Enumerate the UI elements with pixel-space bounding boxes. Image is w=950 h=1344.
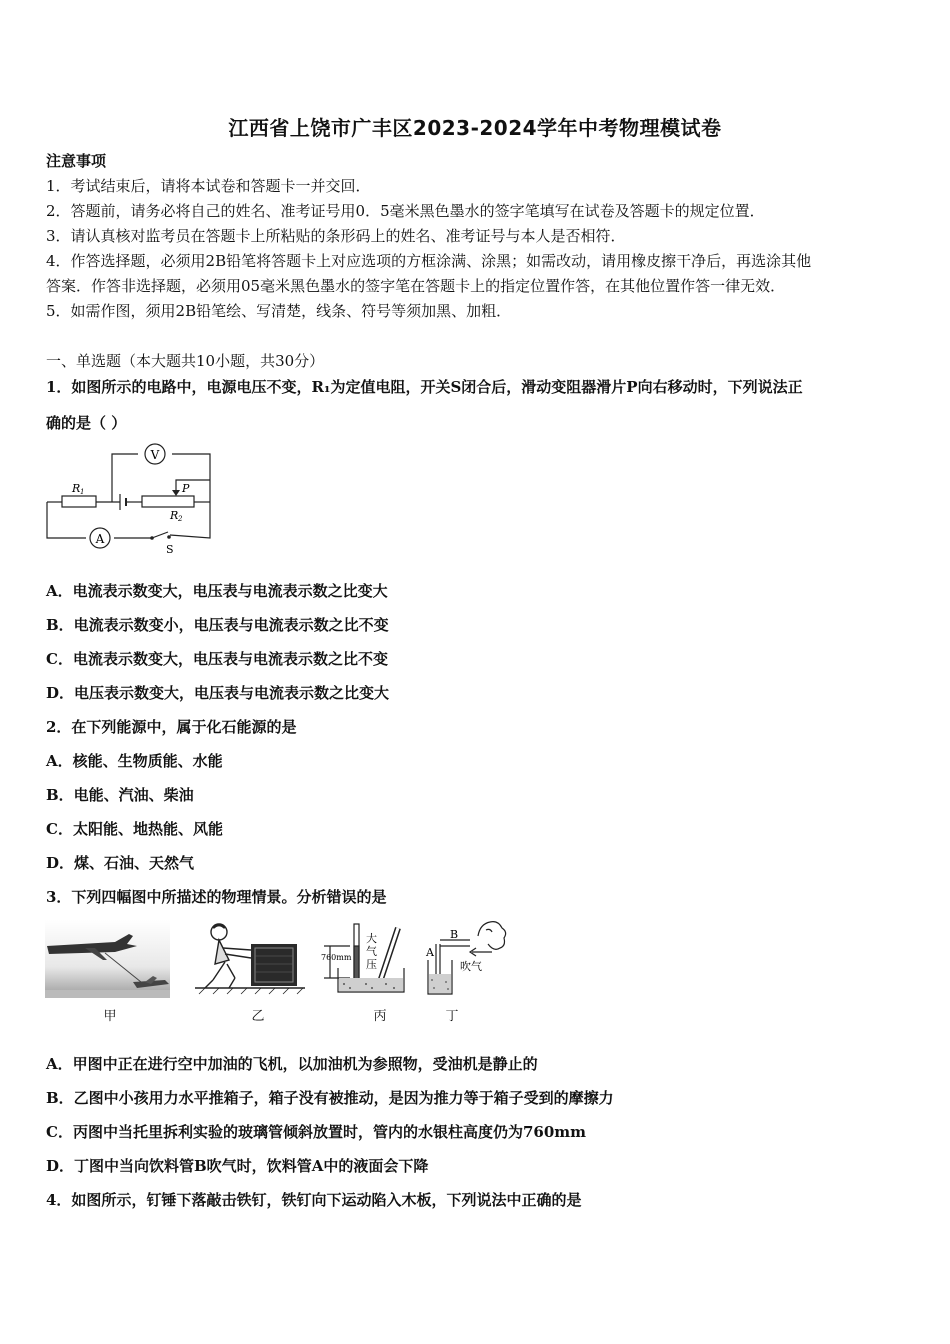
question-3-stem: 3．下列四幅图中所描述的物理情景。分析错误的是 xyxy=(46,888,387,906)
circuit-diagram xyxy=(42,440,222,560)
notice-item: 2．答题前，请务必将自己的姓名、准考证号用0．5毫米黑色墨水的签字笔填写在试卷及答题卡的规定位置． xyxy=(46,202,765,220)
figure-label-bing: 丙 xyxy=(373,1009,387,1024)
question-1-option-d: D．电压表示数变大，电压表与电流表示数之比变大 xyxy=(46,684,390,702)
question-3-option-a: A．甲图中正在进行空中加油的飞机，以加油机为参照物，受油机是静止的 xyxy=(46,1055,538,1073)
mercury-height-label: 760mm xyxy=(321,953,352,962)
figure-yi-pushing-box xyxy=(195,920,305,998)
switch-label: S xyxy=(166,543,174,556)
notice-item: 答案．作答非选择题，必须用05毫米黑色墨水的签字笔在答题卡上的指定位置作答，在其他位置作答一律无效． xyxy=(46,277,786,295)
atm-label-3: 压 xyxy=(366,958,377,971)
question-3-option-c: C．丙图中当托里拆利实验的玻璃管倾斜放置时，管内的水银柱高度仍为760mm xyxy=(46,1123,586,1141)
figure-bing-torricelli xyxy=(320,920,410,998)
question-2-stem: 2．在下列能源中，属于化石能源的是 xyxy=(46,718,297,736)
straw-b-label: B xyxy=(450,928,459,941)
ammeter-label: A xyxy=(95,532,105,546)
r1-subscript: 1 xyxy=(80,488,85,496)
figure-label-jia: 甲 xyxy=(103,1009,117,1024)
question-1-option-b: B．电流表示数变小，电压表与电流表示数之比不变 xyxy=(46,616,389,634)
voltmeter-label: V xyxy=(150,448,160,462)
notice-item: 3．请认真核对监考员在答题卡上所粘贴的条形码上的姓名、准考证号与本人是否相符． xyxy=(46,227,626,245)
r2-subscript: 2 xyxy=(178,515,183,523)
r2-label: R xyxy=(170,509,179,522)
figure-jia-refueling xyxy=(45,920,170,998)
question-1-option-a: A．电流表示数变大，电压表与电流表示数之比变大 xyxy=(46,582,388,600)
question-1-option-c: C．电流表示数变大，电压表与电流表示数之比不变 xyxy=(46,650,388,668)
question-2-option-d: D．煤、石油、天然气 xyxy=(46,854,195,872)
page-title: 江西省上饶市广丰区2023-2024学年中考物理模试卷 xyxy=(228,116,722,140)
notice-item: 1．考试结束后，请将本试卷和答题卡一并交回． xyxy=(46,177,371,195)
question-4-stem: 4．如图所示，钉锤下落敲击铁钉，铁钉向下运动陷入木板，下列说法中正确的是 xyxy=(46,1191,582,1209)
notice-item: 4．作答选择题，必须用2B铅笔将答题卡上对应选项的方框涂满、涂黑；如需改动，请用橡皮擦干净后，再选涂其他 xyxy=(46,252,812,270)
question-1-stem: 1．如图所示的电路中，电源电压不变，R₁为定值电阻，开关S闭合后，滑动变阻器滑片P向右移动时，下列说法正 xyxy=(46,378,803,396)
slider-label: P xyxy=(182,482,190,495)
blow-label: 吹气 xyxy=(460,960,482,973)
r1-label: R xyxy=(72,482,81,495)
atm-label-1: 大 xyxy=(366,932,377,945)
notice-heading: 注意事项 xyxy=(46,152,107,170)
atm-label-2: 气 xyxy=(366,945,377,958)
figure-ding-straw xyxy=(420,916,510,998)
figure-label-ding: 丁 xyxy=(445,1009,459,1024)
section-heading: 一、单选题（本大题共10小题，共30分） xyxy=(46,352,325,370)
straw-a-label: A xyxy=(426,946,434,959)
question-1-stem-cont: 确的是（ ） xyxy=(46,414,127,432)
figure-label-yi: 乙 xyxy=(251,1009,265,1024)
question-2-option-c: C．太阳能、地热能、风能 xyxy=(46,820,223,838)
notice-item: 5．如需作图，须用2B铅笔绘、写清楚，线条、符号等须加黑、加粗． xyxy=(46,302,512,320)
question-2-option-b: B．电能、汽油、柴油 xyxy=(46,786,194,804)
question-3-option-d: D．丁图中当向饮料管B吹气时，饮料管A中的液面会下降 xyxy=(46,1157,429,1175)
question-3-option-b: B．乙图中小孩用力水平推箱子，箱子没有被推动，是因为推力等于箱子受到的摩擦力 xyxy=(46,1089,614,1107)
question-2-option-a: A．核能、生物质能、水能 xyxy=(46,752,223,770)
